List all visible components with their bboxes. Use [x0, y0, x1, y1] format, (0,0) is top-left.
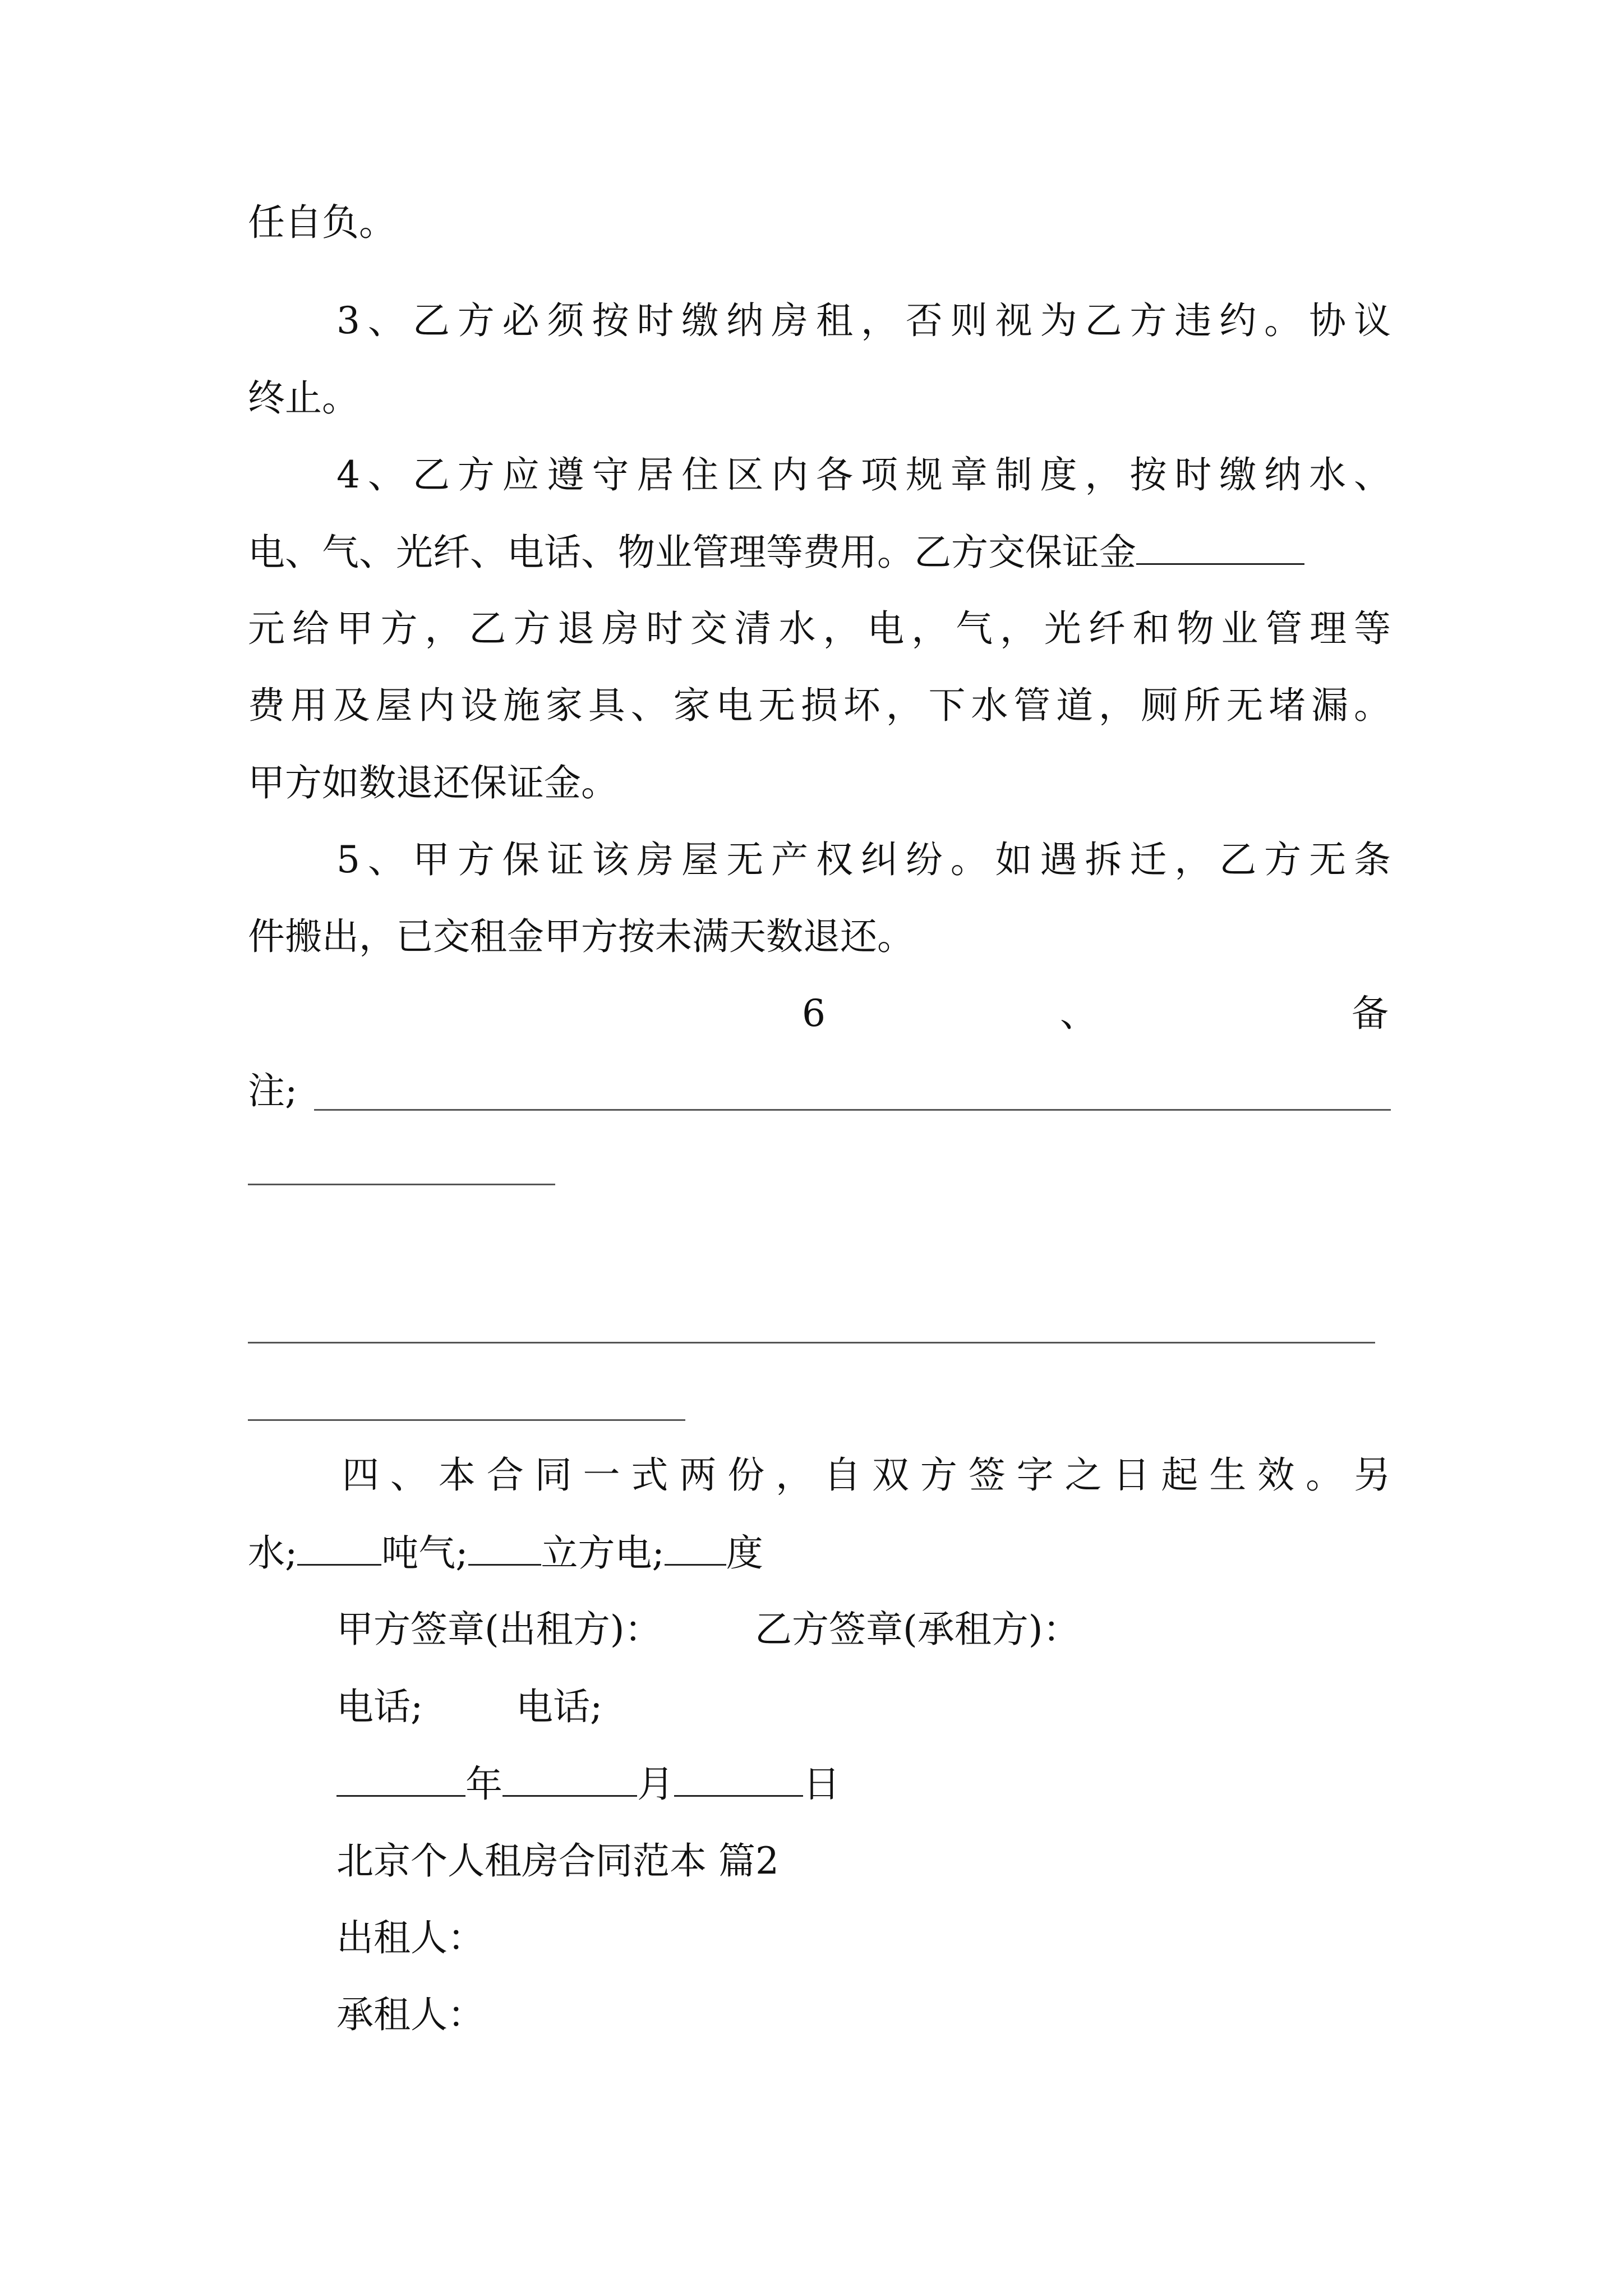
clause-4: 4、乙方应遵守居住区内各项规章制度，按时缴纳水、: [336, 453, 1391, 496]
remark-label: 注;: [248, 1069, 298, 1112]
year-label: 年: [465, 1763, 502, 1806]
gas-label: 吨气;: [381, 1531, 468, 1575]
unit-label: 度: [726, 1531, 763, 1575]
day-label: 日: [803, 1763, 840, 1806]
remark-blank-line: [248, 1184, 555, 1185]
water-blank: [297, 1525, 381, 1566]
deposit-amount-blank: [1136, 524, 1304, 565]
gas-blank: [468, 1525, 541, 1566]
party-b-signature-label: 乙方签章(承租方)：: [755, 1608, 1080, 1651]
year-blank: [336, 1756, 465, 1797]
month-label: 月: [637, 1763, 674, 1806]
section-title: 北京个人租房合同范本 篇2: [336, 1839, 779, 1883]
water-label: 水;: [248, 1531, 298, 1575]
remark-blank-line: [248, 1342, 1375, 1343]
text-line: 任自负。: [248, 201, 396, 244]
party-a-phone-label: 电话;: [336, 1685, 423, 1728]
clause-5: 5、甲方保证该房屋无产权纠纷。如遇拆迁，乙方无条: [336, 838, 1391, 881]
text-line: 元给甲方，乙方退房时交清水，电，气，光纤和物业管理等: [248, 607, 1391, 650]
day-blank: [674, 1756, 803, 1797]
text-line: 终止。: [248, 376, 359, 420]
lessee-label: 承租人：: [336, 1993, 485, 2036]
month-blank: [502, 1756, 637, 1797]
clause-6-number: 6: [802, 992, 826, 1035]
text-line: 甲方如数退还保证金。: [248, 761, 618, 804]
lessor-label: 出租人：: [336, 1916, 485, 1959]
text-line: 件搬出，已交租金甲方按未满天数退还。: [248, 915, 914, 958]
text-fragment: 电、气、光纤、电话、物业管理等费用。乙方交保证金: [248, 531, 1136, 574]
clause-6-label: 备: [1352, 992, 1389, 1035]
text-line: [248, 524, 1304, 580]
text-line: 费用及屋内设施家具、家电无损坏，下水管道，厕所无堵漏。: [248, 684, 1391, 727]
remark-blank-line: [314, 1109, 1391, 1111]
date-line: [336, 1756, 840, 1812]
electric-label: 立方电;: [541, 1531, 665, 1575]
meter-readings: [248, 1525, 763, 1581]
remark-blank-line: [248, 1419, 685, 1421]
clause-6-separator: 、: [1060, 992, 1097, 1035]
clause-four: 四、本合同一式两份，自双方签字之日起生效。另: [342, 1453, 1391, 1497]
party-b-phone-label: 电话;: [516, 1685, 603, 1728]
party-a-signature-label: 甲方签章(出租方)：: [336, 1608, 662, 1651]
clause-3: 3、乙方必须按时缴纳房租，否则视为乙方违约。协议: [336, 299, 1391, 342]
electric-blank: [665, 1525, 726, 1566]
